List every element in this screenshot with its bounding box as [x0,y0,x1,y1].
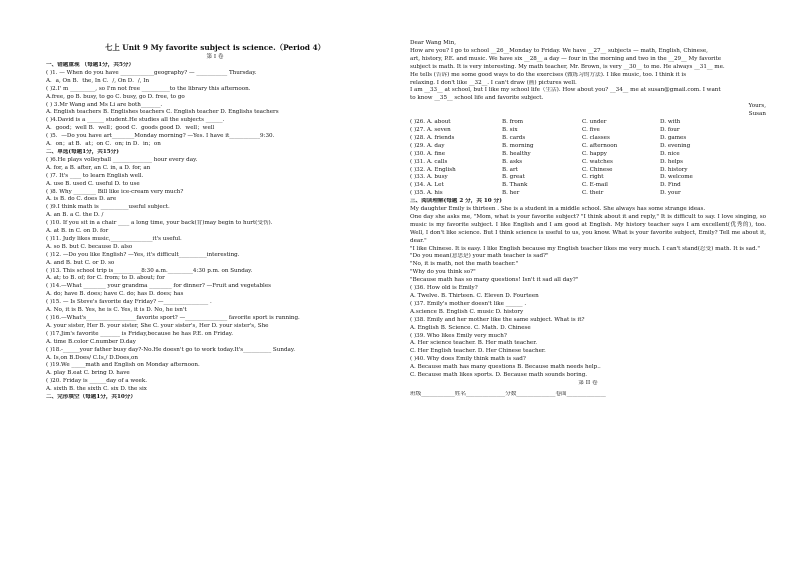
question-line: A. English teachers B. Englishes teachers C. English teacher D. Englishs teachers [46,109,279,116]
cloze-option: ( )31. A. calls [410,158,448,165]
question-line: A. sixth B. the sixth C. six D. the six [46,386,147,393]
question-line: A. your sister, Her B. your sister, She C. your sister's, Her D. your sister's, She [46,322,269,329]
question-line: A.free, go B. busy, to go C. busy, go D. free, to go [46,93,185,100]
cloze-option: C. five [582,126,600,133]
reading-question-line: A. Her science teacher. B. Her math teacher. [410,340,538,347]
question-line: A. is B. do C. does D. are [46,196,117,203]
question-line: ( )18.-______your father busy day?-No.He doesn't go to work today.It's__________ Sunday. [46,346,296,353]
left-column [46,0,384,561]
exam-title: 七上 Unit 9 My favorite subject is science.（Period 4） [104,43,326,52]
question-line: ( )2.I' m _________, so I'm not free __________to the library this afternoon. [46,85,251,92]
cloze-option: ( )30. A. fine [410,150,446,157]
question-line: A. time B.color C.number D.day [46,338,136,345]
cloze-option: D. your [660,190,681,197]
passage-paragraph: "I like Chinese. It is easy. I like English because my English teacher likes me very much. I can't stand(忍受) math. It is sad." [410,245,760,252]
question-line: ( )10. If you sit in a chair ____ a long time, your back(背)may begin to hurt(受伤). [46,220,273,227]
letter-line: to know __35__ school life and favorite subject. [410,95,544,102]
question-line: A．a, On B．the, In C．/, On D．/, In [46,77,150,84]
cloze-option: D. nice [660,150,680,157]
question-line: ( )20. Friday is ______day of a week. [46,378,147,385]
letter-line: art, history, P.E. and music. We have six __28__ a day — four in the morning and two in the __29__ My favorite [410,55,722,62]
reading-question-line: A. Because math has many questions B. Because math needs help.. [410,364,601,371]
question-line: A. for, a B. after, an C. in, a D. for, an [46,164,151,171]
cloze-option: C. watches [582,158,613,165]
cloze-option: ( )32. A. English [410,166,456,173]
cloze-option: ( )29. A. day [410,142,445,149]
reading-question-line: ( )38. Emily and her mother like the same subject. What is it? [410,316,585,323]
letter-line: subject is math. It is very interesting. My math teacher, Mr. Brown, is very __30__ to me. He always __31__ me. [410,63,725,70]
cloze-option-row [410,151,766,159]
question-line: ( )7. It's ____ to learn English well. [46,172,144,179]
reading-question-line: C. Because math likes sports. D. Because math sounds boring. [410,372,588,379]
reading-question-line: C. Her English teacher. D. Her Chinese teacher. [410,348,546,355]
cloze-option: B. art [502,166,518,173]
passage-paragraph: "No, it is math, not the math teacher." [410,261,519,268]
reading-question-line: A. English B. Science. C. Math. D. Chinese [410,324,531,331]
question-line: ( )13. This school trip is__________8:30 a.m._________4:30 p.m. on Sunday. [46,267,253,274]
letter-line: relaxing. I don't like __32__. I can't draw (画) pictures well. [410,79,577,86]
question-line: A. Is,on B.Does/ C.Is,/ D.Does,on [46,354,139,361]
cloze-letter [410,40,766,119]
cloze-option-row [410,127,766,135]
question-line: ( ) 3.Mr Wang and Ms Li are both_______. [46,101,163,108]
question-line: ( )4.David is a ______ student.He studies all the subjects ______. [46,117,225,124]
passage-paragraph: "Why do you think so?" [410,269,476,276]
cloze-option: ( )34. A. Let [410,182,444,189]
question-line: A．good；well B．well；good C．goods good D．well；well [46,125,215,132]
question-line: ( )19.We _____math and English on Monday afternoon. [46,362,200,369]
question-line: ( )6.He plays volleyball ______________ hour every day. [46,156,198,163]
cloze-option-row [410,159,766,167]
question-line: A. play B.eat C. bring D. have [46,370,130,377]
cloze-option-row [410,190,766,198]
question-line: ( )9.I think math is __________useful subject. [46,204,170,211]
section-heading: 二、单选(每题1分，共15分) [46,148,119,155]
question-line: A. so B. but C. because D. also [46,243,133,250]
cloze-option-row [410,119,766,127]
question-line: A．on；at B．at；on C．on; in D．in；on [46,141,161,148]
question-line: ( )14.—What ________ your grandma ________ for dinner? —Fruit and vegetables [46,283,272,290]
cloze-option-row [410,135,766,143]
reading-question-line: ( )40. Why does Emily think math is sad? [410,356,526,363]
cloze-option: B. cards [502,134,526,141]
reading-passage [410,206,766,285]
cloze-option: D. with [660,119,681,126]
cloze-option: B. her [502,190,520,197]
question-line: ( )5．—Do you have art________Monday morning? —Yes. I have it___________9:30. [46,133,275,140]
reading-question-line: A.science B. English C. music D. history [410,308,524,315]
cloze-option: C. right [582,174,604,181]
cloze-option-row [410,174,766,182]
letter-signature: Susan [748,111,766,118]
cloze-option: ( )26. A. about [410,119,451,126]
question-line: ( )16.—What's__________________favorite sport? —_______________ favorite sport is running. [46,315,300,321]
question-line: ( )1. — When do you have ____________geography? — ___________ Thursday. [46,69,257,76]
cloze-option: C. happy [582,150,607,157]
reading-questions [410,285,766,380]
cloze-option: C. classes [582,134,610,141]
right-column [410,0,766,561]
reading-question-line: ( )36. How old is Emily? [410,285,478,292]
cloze-option: D. games [660,134,687,141]
letter-line: I am __33__ at school, but I like my school life（生活). How about you? __34__ me at susan@gmail.com. I want [410,87,721,94]
cloze-option: D. evening [660,142,691,149]
letter-line: How are you? I go to school __26__Monday to Friday. We have __27__ subjects — math, English, Chinese, [410,47,708,54]
passage-paragraph: My daughter Emily is thirteen . She is a student in a middle school. She always has some strange ideas. [410,206,706,213]
question-line: ( )11. Judy likes music,_______________it's useful. [46,235,182,242]
cloze-option-row [410,143,766,151]
question-line: ( )8. Why ________ Bill like ice-cream very much? [46,188,184,195]
reading-heading: 三、阅读理解(每题 2 分，共 10 分) [410,198,502,205]
cloze-option: B. from [502,119,524,126]
cloze-option-row [410,182,766,190]
cloze-option: C. E-mail [582,182,608,189]
question-line: ( )15. — Is Steve's favorite day Friday? —________________ . [46,299,212,306]
cloze-option: ( )35. A. his [410,190,443,197]
volume-two-heading: 第 II 卷 [578,379,598,386]
passage-paragraph: "Do you mean(意思是) your math teacher is sad?" [410,253,549,260]
question-line: ( )12. —Do you like English? —Yes, it's difficult__________interesting. [46,251,240,258]
cloze-option: ( )27. A. seven [410,126,451,133]
cloze-option: B. healthy [502,150,531,157]
question-line: A. do; have B. does; have C. do; has D. does; has [46,291,184,298]
cloze-option: C. afternoon [582,142,618,149]
reading-question-line: ( )37. Emily's mother doesn't like ______ . [410,300,527,307]
question-line: A. at B. in C. on D. for [46,228,109,235]
cloze-option: C. Chinese [582,166,613,173]
cloze-option: B. morning [502,142,534,149]
left-question-list [46,62,384,402]
cloze-option: C. their [582,190,604,197]
cloze-options [410,119,766,198]
passage-paragraph: "Because math has so many questions! Isn't it sad all day?" [410,277,579,284]
section-heading: 一、错题重现 （每题1分，共5分） [46,62,135,68]
cloze-option: B. Thank [502,182,528,189]
cloze-option: B. asks [502,158,523,165]
question-line: A. at; to B. of; for C. from; to D. about; for [46,275,165,282]
reading-question-line: A. Twelve. B. Thirteen. C. Eleven D. Fourteen [410,293,539,299]
volume-one-heading: 第 I 卷 [206,54,224,60]
cloze-option: B. great [502,174,525,181]
cloze-option-row [410,167,766,175]
cloze-option: ( )28. A. friends [410,134,455,141]
letter-line: Dear Wang Min, [410,40,457,46]
question-line: A. use B. used C. useful D. to use [46,180,140,187]
question-line: A. and B. but C. or D. so [46,259,115,266]
cloze-option: C. under [582,119,607,126]
question-line: A. No, it is B. Yes, he is C. Yes, it is D. No, he isn't [46,307,187,314]
question-line: A. an B. a C. the D. / [46,212,104,219]
student-info-footer: 班级____________姓名______________分数______________卷面______________ [410,390,606,397]
letter-signature: Yours, [748,103,766,110]
reading-question-line: ( )39. Who likes Emily very much? [410,332,507,339]
cloze-option: ( )33. A. busy [410,174,448,181]
letter-line: He tells (告诉) me some good ways to do the exercises (做练习的方法). I like music, too. I think it is [410,71,687,78]
question-line: ( )17.Jim's favorite _______ is Friday,because he has P.E. on Friday. [46,330,233,337]
cloze-option: D. four [660,126,680,133]
cloze-option: D. welcome [660,174,693,181]
cloze-option: D. Find [660,182,681,189]
cloze-option: D. history [660,166,688,173]
section-heading: 二、完形填空（每题1分，共10分） [46,394,136,401]
passage-paragraph: One day she asks me, "Mom, what is your favorite subject? "I think about it and reply," It is difficult to say. I love singing, so music is my favorite subject. I like English and I am good at English. My history teacher says I am excellent(优秀的), too. Well, I don't like science. But I think science is useful to us, you know. What is your favorite subject, Emily? Tell me about it, dear." [410,213,766,244]
cloze-option: D. helps [660,158,683,165]
cloze-option: B. six [502,126,518,133]
